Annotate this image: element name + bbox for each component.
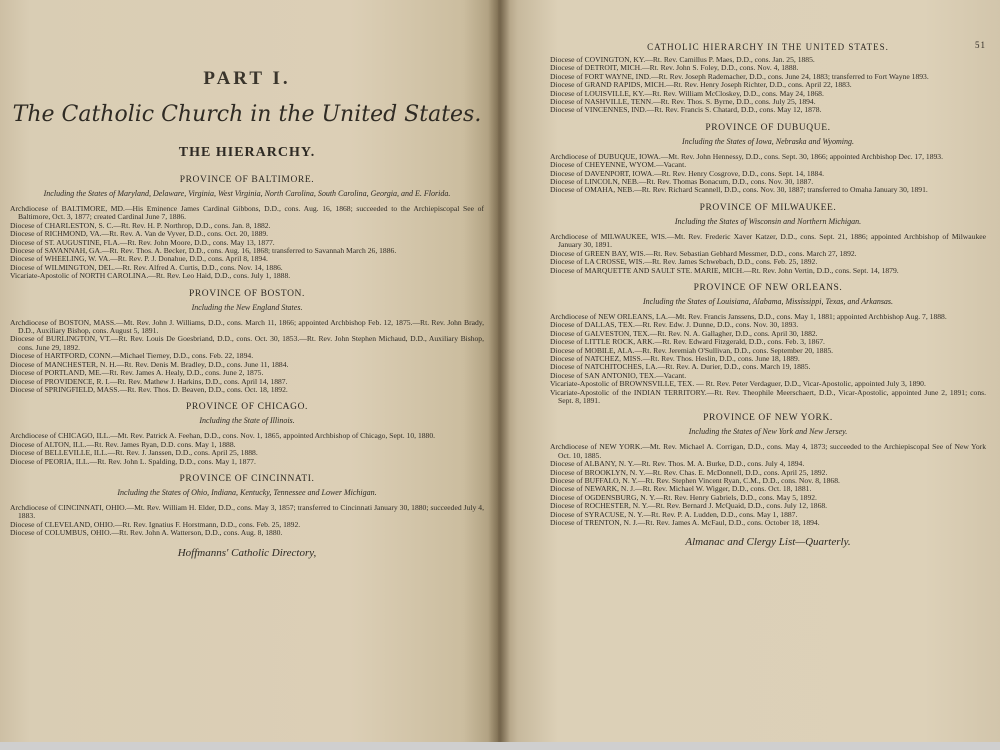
diocese-entry: Diocese of TRENTON, N. J.—Rt. Rev. James A. McFaul, D.D., cons. October 18, 1894.	[550, 518, 820, 528]
page-number: 51	[975, 40, 986, 50]
running-head	[550, 42, 986, 52]
diocese-entry: Diocese of ALTON, ILL.—Rt. Rev. James Ryan, D.D. cons. May 1, 1888.	[10, 439, 236, 449]
diocese-entry: Diocese of DETROIT, MICH.—Rt. Rev. John S. Foley, D.D., cons. Nov. 4, 1888.	[550, 63, 799, 73]
diocese-entry: Diocese of MOBILE, ALA.—Rt. Rev. Jeremiah O'Sullivan, D.D., cons. September 20, 1885.	[550, 345, 834, 355]
diocese-entry: Vicariate-Apostolic of the INDIAN TERRITORY.—Rt. Rev. Theophile Meerschaert, D.D., Vicar-Apostolic, appointed June 2, 1891; cons. Sept. 8, 1891.	[550, 387, 986, 405]
province-subtitle: Including the States of Ohio, Indiana, Kentucky, Tennessee and Lower Michigan.	[117, 487, 377, 497]
diocese-entry: Diocese of CHARLESTON, S. C.—Rt. Rev. H. P. Northrop, D.D., cons. Jan. 8, 1882.	[10, 220, 271, 230]
diocese-entry: Diocese of WHEELING, W. VA.—Rt. Rev. P. J. Donahue, D.D., cons. April 8, 1894.	[10, 254, 268, 264]
diocese-entry: Archdiocese of DUBUQUE, IOWA.—Mt. Rev. John Hennessy, D.D., cons. Sept. 30, 1866; appointed Archbishop Dec. 17, 1893.	[550, 151, 943, 161]
running-head-text: CATHOLIC HIERARCHY IN THE UNITED STATES.	[647, 42, 889, 52]
province-heading: PROVINCE OF BOSTON.	[188, 288, 305, 299]
diocese-entry: Diocese of CLEVELAND, OHIO.—Rt. Rev. Ignatius F. Horstmann, D.D., cons. Feb. 25, 1892.	[10, 519, 301, 529]
province-heading: PROVINCE OF CHICAGO.	[185, 402, 309, 413]
diocese-entry: Diocese of WILMINGTON, DEL.—Rt. Rev. Alfred A. Curtis, D.D., cons. Nov. 14, 1886.	[10, 262, 283, 272]
diocese-entry: Vicariate-Apostolic of NORTH CAROLINA.—Rt. Rev. Leo Haid, D.D., cons. July 1, 1888.	[10, 271, 291, 281]
diocese-entry: Diocese of RICHMOND, VA.—Rt. Rev. A. Van de Vyver, D.D., cons. Oct. 20, 1889.	[10, 229, 269, 239]
diocese-entry: Diocese of NEWARK, N. J.—Rt. Rev. Michael W. Wigger, D.D., cons. Oct. 18, 1881.	[550, 484, 812, 494]
diocese-entry: Diocese of BROOKLYN, N. Y.—Rt. Rev. Chas. E. McDonnell, D.D., cons. April 25, 1892.	[550, 467, 828, 477]
diocese-entry: Diocese of GRAND RAPIDS, MICH.—Rt. Rev. Henry Joseph Richter, D.D., cons. April 22, 1883.	[550, 80, 852, 90]
diocese-entry: Archdiocese of BOSTON, MASS.—Mt. Rev. John J. Williams, D.D., cons. March 11, 1866; appointed Archbishop Feb. 12, 1875.—Rt. Rev. John Brady, D.D., Auxiliary Bishop, cons. August 5, 1891.	[10, 317, 484, 336]
diocese-entry: Diocese of NASHVILLE, TENN.—Rt. Rev. Thos. S. Byrne, D.D., cons. July 25, 1894.	[550, 97, 816, 107]
diocese-entry: Diocese of SAVANNAH, GA.—Rt. Rev. Thos. A. Becker, D.D., cons. Aug. 16, 1868; transferred to Savannah March 26, 1886.	[10, 246, 397, 256]
diocese-entry: Vicariate-Apostolic of BROWNSVILLE, TEX. — Rt. Rev. Peter Verdaguer, D.D., Vicar-Apostolic, appointed July 3, 1890.	[550, 379, 926, 389]
province-subtitle: Including the States of Maryland, Delaware, Virginia, West Virginia, North Carolina, South Carolina, Georgia, and E. Florida.	[43, 189, 451, 198]
province-heading: PROVINCE OF CINCINNATI.	[179, 473, 315, 484]
province-subtitle: Including the States of Louisiana, Alabama, Mississippi, Texas, and Arkansas.	[642, 296, 894, 306]
diocese-entry: Diocese of VINCENNES, IND.—Rt. Rev. Francis S. Chatard, D.D., cons. May 12, 1878.	[550, 105, 822, 115]
province-section	[10, 474, 484, 538]
diocese-entry: Diocese of DAVENPORT, IOWA.—Rt. Rev. Henry Cosgrove, D.D., cons. Sept. 14, 1884.	[550, 168, 825, 178]
diocese-entry: Diocese of HARTFORD, CONN.—Michael Tierney, D.D., cons. Feb. 22, 1894.	[10, 351, 254, 361]
province-section	[10, 289, 484, 395]
province-subtitle: Including the States of Iowa, Nebraska and Wyoming.	[682, 136, 854, 146]
diocese-entry: Diocese of OMAHA, NEB.—Rt. Rev. Richard Scannell, D.D., cons. Nov. 30, 1887; transferred to Omaha January 30, 1891.	[550, 185, 928, 195]
diocese-entry: Diocese of MANCHESTER, N. H.—Rt. Rev. Denis M. Bradley, D.D., cons. June 11, 1884.	[10, 359, 289, 369]
page-footer: Almanac and Clergy List—Quarterly.	[685, 536, 851, 549]
province-section	[550, 123, 986, 195]
diocese-entry: Archdiocese of CHICAGO, ILL.—Mt. Rev. Patrick A. Feehan, D.D., cons. Nov. 1, 1865, appointed Archbishop of Chicago, Sept. 10, 1880.	[10, 431, 436, 441]
province-section	[550, 283, 986, 405]
page-footer: Hoffmanns' Catholic Directory,	[177, 546, 317, 559]
diocese-entry: Diocese of GREEN BAY, WIS.—Rt. Rev. Sebastian Gebhard Messmer, D.D., cons. March 27, 1892.	[550, 248, 857, 258]
diocese-entry: Diocese of NATCHITOCHES, LA.—Rt. Rev. A. Durier, D.D., cons. March 19, 1885.	[550, 362, 811, 372]
diocese-entry: Diocese of COLUMBUS, OHIO.—Rt. Rev. John A. Watterson, D.D., cons. Aug. 8, 1880.	[10, 528, 283, 538]
diocese-entry: Diocese of COVINGTON, KY.—Rt. Rev. Camillus P. Maes, D.D., cons. Jan. 25, 1885.	[550, 55, 815, 64]
diocese-entry: Diocese of SPRINGFIELD, MASS.—Rt. Rev. Thos. D. Beaven, D.D., cons. Oct. 18, 1892.	[10, 384, 288, 394]
diocese-entry: Diocese of PEORIA, ILL.—Rt. Rev. John L. Spalding, D.D., cons. May 1, 1877.	[10, 456, 256, 466]
province-section	[550, 203, 986, 275]
diocese-entry: Archdiocese of NEW ORLEANS, LA.—Mt. Rev. Francis Janssens, D.D., cons. May 1, 1881; appointed Archbishop Aug. 7, 1888.	[550, 311, 947, 321]
diocese-entry: Diocese of GALVESTON, TEX.—Rt. Rev. N. A. Gallagher, D.D., cons. April 30, 1882.	[550, 328, 818, 338]
province-section	[10, 402, 484, 466]
diocese-entry: Diocese of BELLEVILLE, ILL.—Rt. Rev. J. Janssen, D.D., cons. April 25, 1888.	[10, 448, 258, 458]
diocese-entry: Archdiocese of BALTIMORE, MD.—His Eminence James Cardinal Gibbons, D.D., cons. Aug. 16, 1868; succeeded to the Archiepiscopal See of Baltimore, Oct. 3, 1877; created Cardinal June 7, 1886.	[10, 204, 484, 222]
diocese-entry: Diocese of SAN ANTONIO, TEX.—Vacant.	[550, 370, 687, 380]
diocese-entry: Diocese of LA CROSSE, WIS.—Rt. Rev. James Schwebach, D.D., cons. Feb. 25, 1892.	[550, 257, 818, 267]
province-heading: PROVINCE OF MILWAUKEE.	[699, 202, 837, 213]
left-page	[0, 0, 498, 750]
diocese-entry: Diocese of BURLINGTON, VT.—Rt. Rev. Louis De Goesbriand, D.D., cons. Oct. 30, 1853.—Rt. Rev. John Stephen Michaud, D.D., Auxiliary Bishop, cons. June 29, 1892.	[10, 334, 484, 352]
diocese-entry: Diocese of CHEYENNE, WYOM.—Vacant.	[550, 160, 687, 170]
hierarchy-title: THE HIERARCHY.	[178, 145, 316, 160]
province-subtitle: Including the States of New York and New Jersey.	[688, 427, 848, 437]
diocese-entry: Diocese of LINCOLN, NEB.—Rt. Rev. Thomas Bonacum, D.D., cons. Nov. 30, 1887.	[550, 177, 814, 187]
diocese-entry: Diocese of FORT WAYNE, IND.—Rt. Rev. Joseph Rademacher, D.D., cons. June 24, 1883; transferred to Fort Wayne 1893.	[550, 71, 929, 81]
diocese-entry: Diocese of PORTLAND, ME.—Rt. Rev. James A. Healy, D.D., cons. June 2, 1875.	[10, 368, 264, 378]
province-heading: PROVINCE OF DUBUQUE.	[705, 122, 831, 133]
diocese-entry: Diocese of SYRACUSE, N. Y.—Rt. Rev. P. A. Ludden, D.D., cons. May 1, 1887.	[550, 509, 798, 519]
diocese-entry: Archdiocese of MILWAUKEE, WIS.—Mt. Rev. Frederic Xaver Katzer, D.D., cons. Sept. 21, 1886; appointed Archbishop of Milwaukee January 30, 1891.	[550, 231, 986, 250]
province-subtitle: Including the New England States.	[191, 302, 303, 312]
diocese-entry: Diocese of PROVIDENCE, R. I.—Rt. Rev. Mathew J. Harkins, D.D., cons. April 14, 1887.	[10, 376, 288, 386]
diocese-entry: Diocese of NATCHEZ, MISS.—Rt. Rev. Thos. Heslin, D.D., cons. June 18, 1889.	[550, 353, 800, 363]
diocese-entry: Diocese of OGDENSBURG, N. Y.—Rt. Rev. Henry Gabriels, D.D., cons. May 5, 1892.	[550, 492, 817, 502]
right-page	[498, 0, 1000, 750]
diocese-entry: Diocese of LITTLE ROCK, ARK.—Rt. Rev. Edward Fitzgerald, D.D., cons. Feb. 3, 1867.	[550, 337, 825, 347]
part-title: PART I.	[203, 68, 291, 89]
book-gutter	[488, 0, 510, 750]
province-subtitle: Including the States of Wisconsin and Northern Michigan.	[674, 216, 862, 226]
book-title: The Catholic Church in the United States.	[12, 102, 482, 127]
diocese-entry: Archdiocese of CINCINNATI, OHIO.—Mt. Rev. William H. Elder, D.D., cons. May 3, 1857; transferred to Cincinnati January 30, 1880; succeeded July 4, 1883.	[10, 502, 484, 521]
diocese-entry: Archdiocese of NEW YORK.—Mt. Rev. Michael A. Corrigan, D.D., cons. May 4, 1873; succeeded to the Archiepiscopal See of New York Oct. 10, 1885.	[550, 442, 986, 460]
diocese-entry: Diocese of ROCHESTER, N. Y.—Rt. Rev. Bernard J. McQuaid, D.D., cons. July 12, 1868.	[550, 501, 828, 511]
province-heading: PROVINCE OF BALTIMORE.	[179, 175, 315, 185]
diocese-entry: Diocese of LOUISVILLE, KY.—Rt. Rev. William McCloskey, D.D., cons. May 24, 1868.	[550, 88, 824, 98]
province-subtitle: Including the State of Illinois.	[199, 416, 295, 426]
province-heading: PROVINCE OF NEW ORLEANS.	[693, 282, 843, 293]
diocese-entry: Diocese of ALBANY, N. Y.—Rt. Rev. Thos. M. A. Burke, D.D., cons. July 4, 1894.	[550, 459, 805, 469]
province-section	[10, 175, 484, 281]
diocese-entry: Diocese of MARQUETTE AND SAULT STE. MARIE, MICH.—Rt. Rev. John Vertin, D.D., cons. Sept. 14, 1879.	[550, 265, 899, 275]
province-section	[550, 413, 986, 527]
page-bottom-edge	[0, 742, 1000, 750]
diocese-entry: Diocese of ST. AUGUSTINE, FLA.—Rt. Rev. John Moore, D.D., cons. May 13, 1877.	[10, 237, 275, 247]
diocese-entry: Diocese of BUFFALO, N. Y.—Rt. Rev. Stephen Vincent Ryan, C.M., D.D., cons. Nov. 8, 1868.	[550, 476, 840, 485]
diocese-entry: Diocese of DALLAS, TEX.—Rt. Rev. Edw. J. Dunne, D.D., cons. Nov. 30, 1893.	[550, 320, 799, 330]
continued-entries	[550, 56, 986, 115]
province-heading: PROVINCE OF NEW YORK.	[703, 413, 833, 424]
